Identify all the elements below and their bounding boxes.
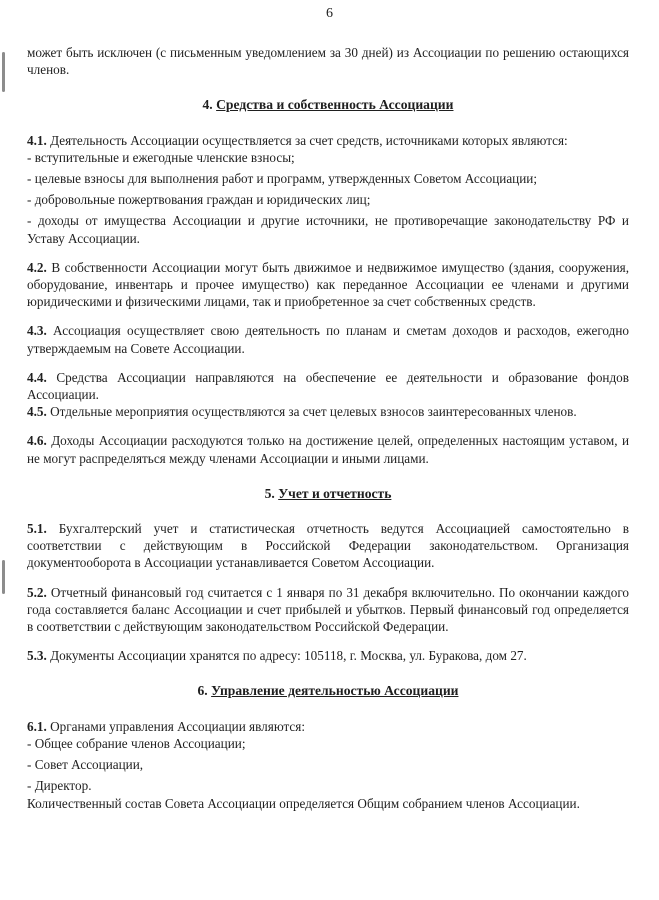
list-item: - доходы от имущества Ассоциации и другие источники, не противоречащие законодательству РФ и Уставу Ассоциации.: [27, 213, 629, 246]
clause-5-3: [27, 647, 629, 664]
clause-4-5: [27, 403, 629, 420]
section-5-heading: [27, 485, 629, 502]
clause-4-2: [27, 259, 629, 311]
clause-text: Бухгалтерский учет и статистическая отчетность ведутся Ассоциацией самостоятельно в соответствии с действующим в Российской Федерации законодательством. Организация документооборота в Ассоциации устанавливается Советом Ассоциации.: [27, 521, 629, 571]
clause-text: Отдельные мероприятия осуществляются за счет целевых взносов заинтересованных членов.: [50, 404, 577, 420]
list-item: - Общее собрание членов Ассоциации;: [27, 735, 246, 751]
clause-number: 4.5.: [27, 404, 47, 420]
section-number: 4.: [202, 97, 213, 113]
clause-text: Отчетный финансовый год считается с 1 января по 31 декабря включительно. По окончании каждого года составляется баланс Ассоциации и счет прибылей и убытков. Первый финансовый год определяется в соответствии с действующим законодательством Российской Федерации.: [27, 584, 630, 635]
clause-5-1: [27, 520, 629, 572]
clause-text: В собственности Ассоциации могут быть движимое и недвижимое имущество (здания, сооружения, оборудование, инвентарь и прочее имущество) как переданное Ассоциации ее членами и другими юридическими и физическими лицами, так и приобретенное за счет собственных средств.: [27, 259, 629, 310]
clause-text: Доходы Ассоциации расходуются только на достижение целей, определенных настоящим уставом, и не могут распределяться между членами Ассоциации и иными лицами.: [27, 433, 629, 466]
clause-number: 4.6.: [27, 433, 47, 449]
list-item: - вступительные и ежегодные членские взносы;: [27, 149, 295, 165]
document-body: [27, 44, 629, 812]
clause-number: 4.4.: [27, 369, 47, 385]
binding-shadow-mark: [2, 560, 5, 594]
clause-4-4: [27, 369, 629, 403]
intro-paragraph: может быть исключен (с письменным уведомлением за 30 дней) из Ассоциации по решению остающихся членов.: [27, 45, 629, 78]
clause-number: 5.1.: [27, 521, 47, 537]
list-item: - добровольные пожертвования граждан и юридических лиц;: [27, 192, 371, 208]
clause-4-1: [27, 132, 629, 149]
clause-text: Органами управления Ассоциации являются:: [50, 718, 306, 734]
clause-4-3: [27, 322, 629, 356]
clause-number: 4.2.: [27, 259, 47, 275]
list-item: - целевые взносы для выполнения работ и программ, утвержденных Советом Ассоциации;: [27, 171, 538, 187]
section-number: 6.: [197, 683, 208, 699]
clause-text: Средства Ассоциации направляются на обеспечение ее деятельности и образование фондов Ассоциации.: [27, 369, 630, 403]
list-item: - Директор.: [27, 778, 92, 794]
clause-number: 6.1.: [27, 718, 47, 734]
clause-number: 4.1.: [27, 132, 47, 148]
section-6-heading: [27, 682, 629, 699]
section-title: Управление деятельностью Ассоциации: [211, 683, 459, 699]
clause-5-2: [27, 584, 629, 636]
clause-6-1: [27, 718, 629, 735]
section-title: Средства и собственность Ассоциации: [216, 97, 454, 113]
binding-shadow-mark: [2, 52, 5, 92]
section-4-heading: [27, 96, 629, 113]
closing-paragraph: Количественный состав Совета Ассоциации определяется Общим собранием членов Ассоциации.: [27, 795, 580, 811]
clause-text: Документы Ассоциации хранятся по адресу: 105118, г. Москва, ул. Буракова, дом 27.: [50, 648, 527, 664]
clause-4-6: [27, 432, 629, 466]
clause-text: Ассоциация осуществляет свою деятельность по планам и сметам доходов и расходов, ежегодно утверждаемым на Совете Ассоциации.: [27, 323, 630, 356]
clause-number: 5.2.: [27, 584, 47, 600]
clause-number: 5.3.: [27, 648, 47, 664]
section-title: Учет и отчетность: [278, 485, 392, 501]
list-item: - Совет Ассоциации,: [27, 757, 144, 773]
section-number: 5.: [264, 485, 275, 501]
clause-text: Деятельность Ассоциации осуществляется за счет средств, источниками которых являются:: [50, 132, 568, 148]
page-number: 6: [326, 6, 333, 21]
clause-number: 4.3.: [27, 323, 47, 339]
